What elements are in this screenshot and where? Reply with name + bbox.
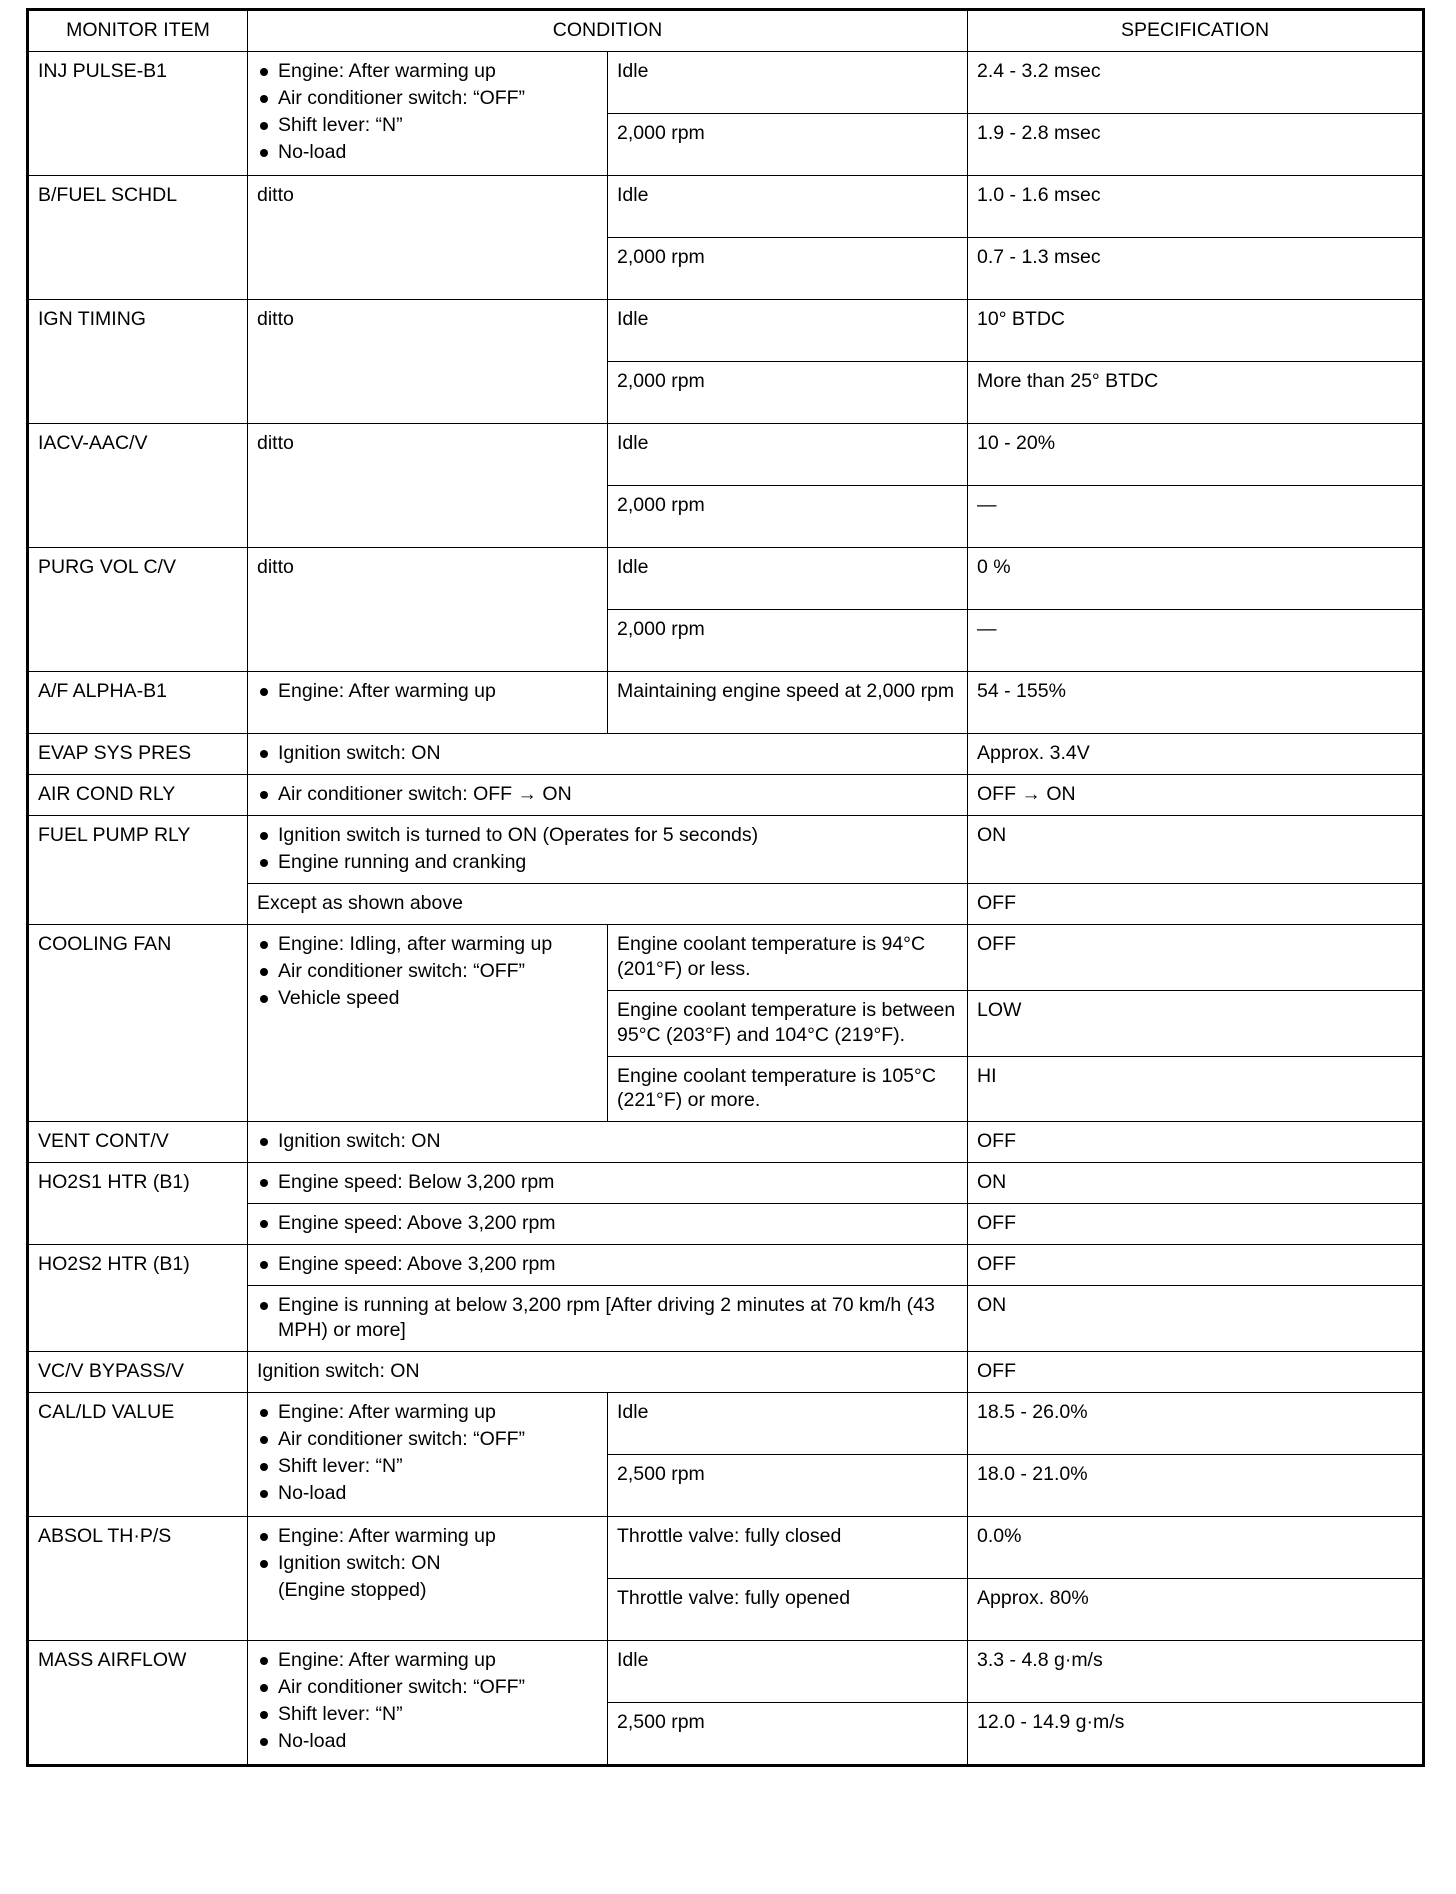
specification-cell: ON [968, 1286, 1424, 1352]
condition-bullet: Engine: After warming up [257, 1400, 598, 1425]
specification-cell: Approx. 80% [968, 1579, 1424, 1641]
condition-primary-cell: ditto [248, 547, 608, 671]
monitor-item-spec-table [26, 8, 1425, 1767]
monitor-item-name: IGN TIMING [28, 299, 248, 423]
condition-secondary-cell: Maintaining engine speed at 2,000 rpm [608, 671, 968, 733]
condition-cell [248, 815, 968, 883]
monitor-item-name: PURG VOL C/V [28, 547, 248, 671]
specification-cell: OFF [968, 1204, 1424, 1245]
condition-bullet-list [257, 782, 958, 807]
condition-bullet: Ignition switch is turned to ON (Operates for 5 seconds) [257, 823, 958, 848]
specification-cell: — [968, 485, 1424, 547]
condition-bullet: Ignition switch: ON [257, 1551, 598, 1576]
monitor-item-name: VC/V BYPASS/V [28, 1352, 248, 1393]
specification-cell: HI [968, 1056, 1424, 1122]
table-row [28, 1352, 1424, 1393]
condition-cell: Ignition switch: ON [248, 1352, 968, 1393]
monitor-item-name: FUEL PUMP RLY [28, 815, 248, 924]
monitor-item-name: ABSOL TH·P/S [28, 1517, 248, 1641]
condition-cell [248, 1204, 968, 1245]
condition-bullet: Engine speed: Below 3,200 rpm [257, 1170, 958, 1195]
condition-bullet: Ignition switch: ON [257, 741, 958, 766]
monitor-item-name: MASS AIRFLOW [28, 1641, 248, 1766]
monitor-item-name: VENT CONT/V [28, 1122, 248, 1163]
condition-bullet-list [257, 1252, 958, 1277]
table-row [28, 924, 1424, 990]
monitor-item-name: HO2S1 HTR (B1) [28, 1163, 248, 1245]
condition-secondary-cell: Idle [608, 299, 968, 361]
condition-cell [248, 733, 968, 774]
condition-secondary-cell: Engine coolant temperature is between 95°C (203°F) and 104°C (219°F). [608, 990, 968, 1056]
condition-secondary-cell: Idle [608, 423, 968, 485]
specification-cell: More than 25° BTDC [968, 361, 1424, 423]
condition-primary-cell [248, 671, 608, 733]
condition-bullet: No-load [257, 140, 598, 165]
condition-secondary-cell: Idle [608, 1641, 968, 1703]
condition-primary-cell: ditto [248, 299, 608, 423]
monitor-item-name: INJ PULSE-B1 [28, 51, 248, 175]
specification-cell: 10 - 20% [968, 423, 1424, 485]
condition-bullet: Shift lever: “N” [257, 1454, 598, 1479]
header-monitor-item: MONITOR ITEM [28, 10, 248, 52]
specification-cell: OFF → ON [968, 774, 1424, 815]
condition-secondary-cell: Engine coolant temperature is 105°C (221°F) or more. [608, 1056, 968, 1122]
condition-bullet-list [257, 1293, 958, 1343]
condition-cell [248, 1163, 968, 1204]
specification-cell: OFF [968, 1122, 1424, 1163]
condition-cell [248, 1245, 968, 1286]
condition-bullet-list [257, 59, 598, 165]
condition-secondary-cell: 2,000 rpm [608, 113, 968, 175]
specification-cell: ON [968, 815, 1424, 883]
condition-primary-cell [248, 1393, 608, 1517]
table-row [28, 774, 1424, 815]
table-row [28, 671, 1424, 733]
specification-cell: Approx. 3.4V [968, 733, 1424, 774]
table-row [28, 733, 1424, 774]
condition-bullet: Engine is running at below 3,200 rpm [After driving 2 minutes at 70 km/h (43 MPH) or more] [257, 1293, 958, 1343]
condition-cell [248, 774, 968, 815]
condition-bullet: Engine running and cranking [257, 850, 958, 875]
condition-bullet-list [257, 1524, 598, 1603]
condition-bullet: Air conditioner switch: OFF → ON [257, 782, 958, 807]
specification-cell: 10° BTDC [968, 299, 1424, 361]
condition-bullet-list [257, 1648, 598, 1754]
condition-bullet: No-load [257, 1481, 598, 1506]
condition-secondary-cell: 2,000 rpm [608, 485, 968, 547]
condition-bullet: Vehicle speed [257, 986, 598, 1011]
specification-cell: OFF [968, 924, 1424, 990]
condition-bullet-list [257, 932, 598, 1011]
monitor-item-name: COOLING FAN [28, 924, 248, 1122]
specification-cell: 12.0 - 14.9 g·m/s [968, 1703, 1424, 1766]
table-row [28, 423, 1424, 485]
condition-bullet: Engine: After warming up [257, 1648, 598, 1673]
specification-cell: 3.3 - 4.8 g·m/s [968, 1641, 1424, 1703]
specification-cell: OFF [968, 883, 1424, 924]
monitor-item-name: EVAP SYS PRES [28, 733, 248, 774]
condition-bullet: Engine: After warming up [257, 59, 598, 84]
table-row [28, 1245, 1424, 1286]
condition-cell [248, 1286, 968, 1352]
condition-bullet: Air conditioner switch: “OFF” [257, 1675, 598, 1700]
condition-cell: Except as shown above [248, 883, 968, 924]
table-body [28, 51, 1424, 1765]
condition-bullet: Ignition switch: ON [257, 1129, 958, 1154]
condition-secondary-cell: Idle [608, 1393, 968, 1455]
condition-secondary-cell: Idle [608, 547, 968, 609]
condition-bullet: Shift lever: “N” [257, 1702, 598, 1727]
condition-bullet: Air conditioner switch: “OFF” [257, 86, 598, 111]
specification-cell: 1.0 - 1.6 msec [968, 175, 1424, 237]
table-row [28, 815, 1424, 883]
table-row [28, 1163, 1424, 1204]
condition-secondary-cell: 2,000 rpm [608, 361, 968, 423]
spec-table-page [0, 8, 1456, 1894]
header-condition: CONDITION [248, 10, 968, 52]
monitor-item-name: CAL/LD VALUE [28, 1393, 248, 1517]
table-row [28, 1122, 1424, 1163]
condition-secondary-cell: 2,500 rpm [608, 1703, 968, 1766]
condition-bullet: Shift lever: “N” [257, 113, 598, 138]
condition-bullet: Engine speed: Above 3,200 rpm [257, 1252, 958, 1277]
specification-cell: 1.9 - 2.8 msec [968, 113, 1424, 175]
condition-bullet: Air conditioner switch: “OFF” [257, 1427, 598, 1452]
condition-bullet: Engine: After warming up [257, 679, 598, 704]
condition-bullet-list [257, 1129, 958, 1154]
condition-secondary-cell: Idle [608, 175, 968, 237]
specification-cell: 18.5 - 26.0% [968, 1393, 1424, 1455]
specification-cell: 0 % [968, 547, 1424, 609]
condition-secondary-cell: 2,000 rpm [608, 237, 968, 299]
monitor-item-name: IACV-AAC/V [28, 423, 248, 547]
condition-primary-cell [248, 1517, 608, 1641]
table-row [28, 1641, 1424, 1703]
condition-secondary-cell: 2,000 rpm [608, 609, 968, 671]
condition-cell [248, 1122, 968, 1163]
specification-cell: 0.7 - 1.3 msec [968, 237, 1424, 299]
condition-bullet: No-load [257, 1729, 598, 1754]
specification-cell: LOW [968, 990, 1424, 1056]
specification-cell: ON [968, 1163, 1424, 1204]
condition-bullet: Engine: After warming up [257, 1524, 598, 1549]
specification-cell: 18.0 - 21.0% [968, 1455, 1424, 1517]
condition-bullet-list [257, 823, 958, 875]
table-row [28, 51, 1424, 113]
condition-primary-cell [248, 924, 608, 1122]
condition-primary-cell [248, 51, 608, 175]
specification-cell: — [968, 609, 1424, 671]
condition-bullet: Engine: Idling, after warming up [257, 932, 598, 957]
monitor-item-name: AIR COND RLY [28, 774, 248, 815]
table-row [28, 1517, 1424, 1579]
specification-cell: OFF [968, 1352, 1424, 1393]
specification-cell: 54 - 155% [968, 671, 1424, 733]
monitor-item-name: B/FUEL SCHDL [28, 175, 248, 299]
specification-cell: 2.4 - 3.2 msec [968, 51, 1424, 113]
condition-bullet: (Engine stopped) [278, 1579, 427, 1602]
monitor-item-name: HO2S2 HTR (B1) [28, 1245, 248, 1352]
specification-cell: OFF [968, 1245, 1424, 1286]
condition-bullet: Air conditioner switch: “OFF” [257, 959, 598, 984]
condition-primary-cell: ditto [248, 423, 608, 547]
condition-secondary-cell: 2,500 rpm [608, 1455, 968, 1517]
table-row [28, 299, 1424, 361]
header-specification: SPECIFICATION [968, 10, 1424, 52]
condition-secondary-cell: Throttle valve: fully opened [608, 1579, 968, 1641]
monitor-item-name: A/F ALPHA-B1 [28, 671, 248, 733]
table-row [28, 175, 1424, 237]
condition-secondary-cell: Throttle valve: fully closed [608, 1517, 968, 1579]
table-row [28, 547, 1424, 609]
condition-secondary-cell: Engine coolant temperature is 94°C (201°F) or less. [608, 924, 968, 990]
condition-primary-cell [248, 1641, 608, 1766]
table-header [28, 10, 1424, 52]
condition-secondary-cell: Idle [608, 51, 968, 113]
condition-bullet-list [257, 741, 958, 766]
condition-primary-cell: ditto [248, 175, 608, 299]
table-row [28, 1393, 1424, 1455]
condition-bullet-list [257, 1170, 958, 1195]
specification-cell: 0.0% [968, 1517, 1424, 1579]
condition-bullet-list [257, 1211, 958, 1236]
condition-bullet-list [257, 1400, 598, 1506]
condition-bullet-list [257, 679, 598, 704]
condition-bullet: Engine speed: Above 3,200 rpm [257, 1211, 958, 1236]
